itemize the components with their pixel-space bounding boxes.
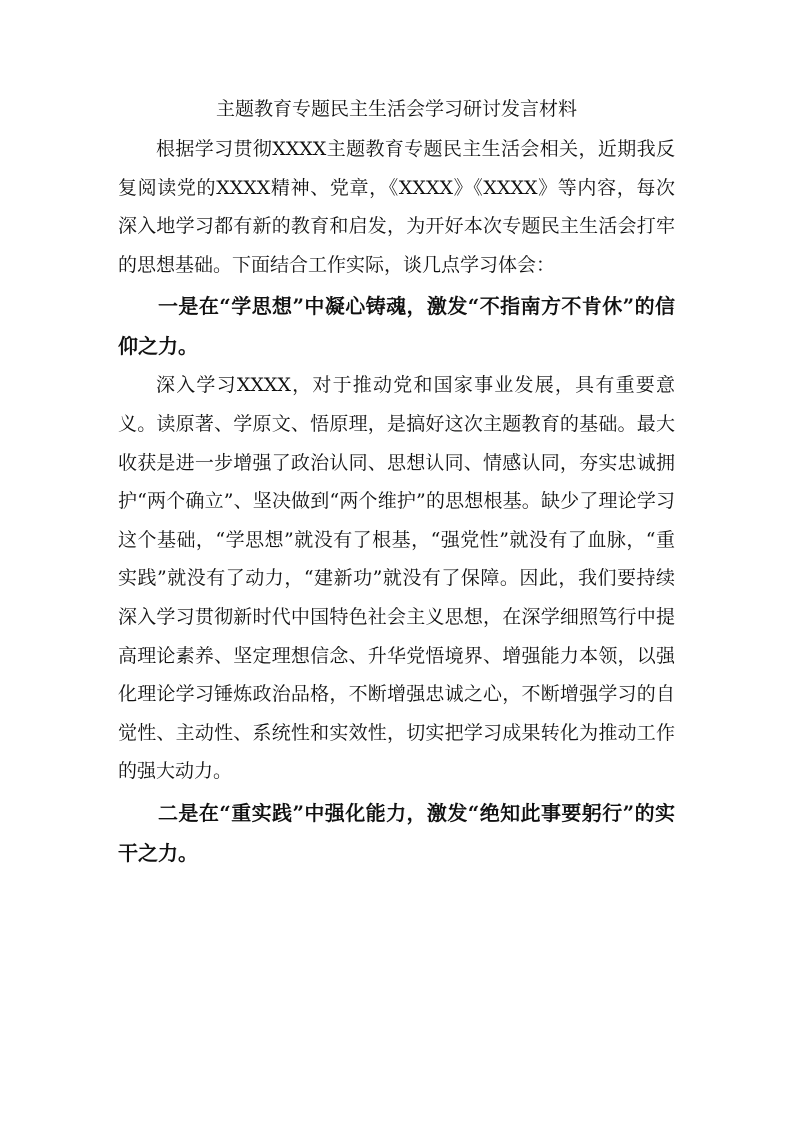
section-1-paragraph: 深入学习XXXX，对于推动党和国家事业发展，具有重要意义。读原著、学原文、悟原理，是搞好这次主题教育的基础。最大收获是进一步增强了政治认同、思想认同、情感认同，夯实忠诚拥护“两个确立”、坚决做到“两个维护”的思想根基。缺少了理论学习这个基础，“学思想”就没有了根基，“强党性”就没有了血脉，“重实践”就没有了动力，“建新功”就没有了保障。因此，我们要持续深入学习贯彻新时代中国特色社会主义思想，在深学细照笃行中提高理论素养、坚定理想信念、升华党悟境界、增强能力本领，以强化理论学习锤炼政治品格，不断增强忠诚之心，不断增强学习的自觉性、主动性、系统性和实效性，切实把学习成果转化为推动工作的强大动力。 [118, 374, 675, 783]
section-2-heading: 二是在“重实践”中强化能力，激发“绝知此事要躬行”的实干之力。 [118, 800, 675, 865]
document-title: 主题教育专题民主生活会学习研讨发言材料 [215, 98, 577, 120]
document-body [118, 92, 675, 873]
intro-paragraph: 根据学习贯彻XXXX主题教育专题民主生活会相关，近期我反复阅读党的XXXX精神、党章，《XXXX》《XXXX》等内容，每次深入地学习都有新的教育和启发，为开好本次专题民主生活会打牢的思想基础。下面结合工作实际，谈几点学习体会： [118, 138, 675, 276]
section-1-heading: 一是在“学思想”中凝心铸魂，激发“不指南方不肯休”的信仰之力。 [118, 294, 675, 359]
